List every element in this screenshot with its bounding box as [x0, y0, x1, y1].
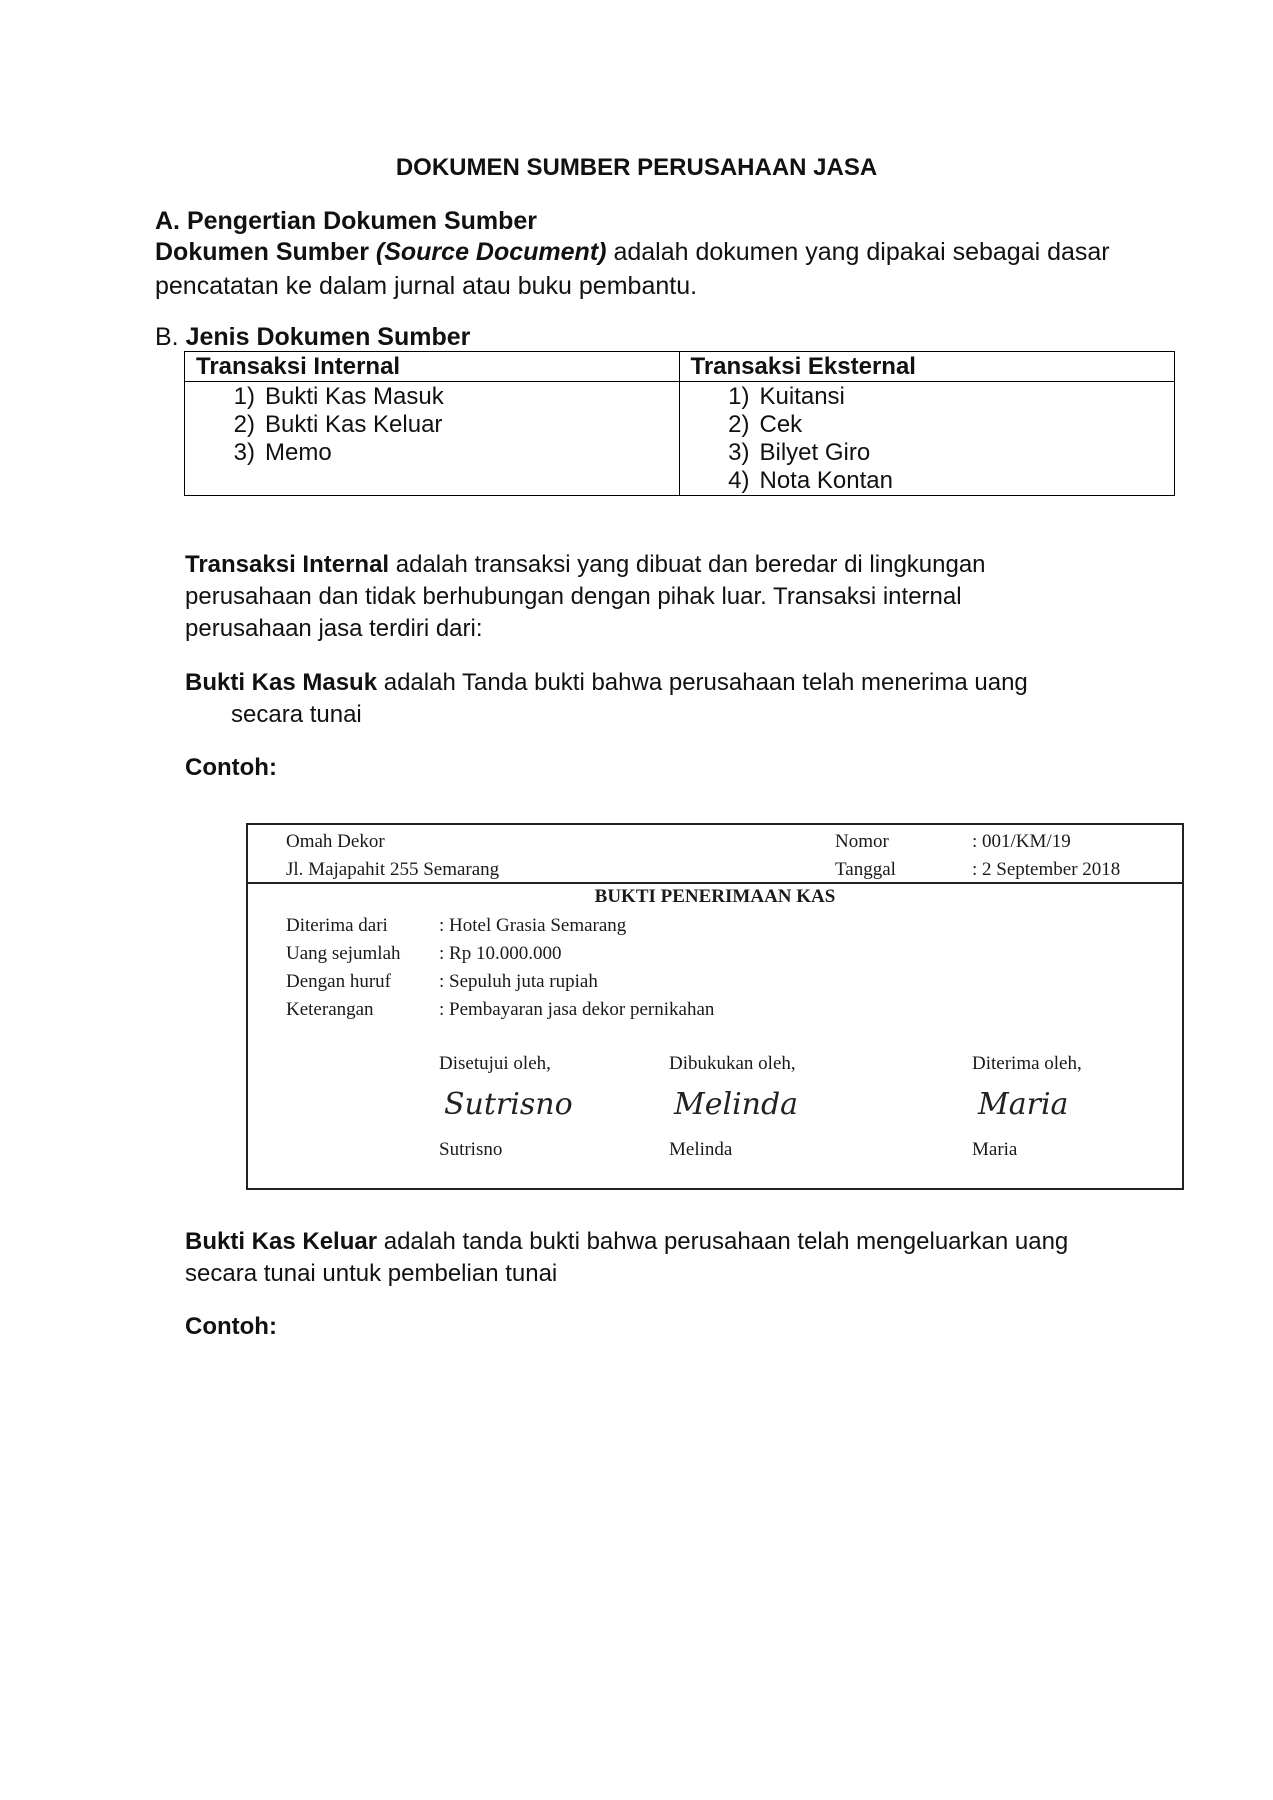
receipt-nomor-label: Nomor: [835, 831, 889, 852]
receipt-tanggal-value: : 2 September 2018: [972, 859, 1121, 880]
header-internal: Transaksi Internal: [185, 352, 680, 381]
receipt-tanggal-label: Tanggal: [835, 859, 896, 880]
field-value: : Sepuluh juta rupiah: [439, 971, 598, 992]
signer-name: Maria: [972, 1139, 1018, 1160]
receipt-nomor-value: : 001/KM/19: [972, 831, 1071, 852]
receipt-bukti-penerimaan-kas: [246, 823, 1184, 1190]
list-item: 3) Memo: [233, 439, 332, 466]
table-body-row: [185, 382, 1174, 495]
signer-role: Dibukukan oleh,: [669, 1053, 796, 1074]
field-value: : Rp 10.000.000: [439, 943, 562, 964]
field-label: Uang sejumlah: [286, 943, 401, 964]
transaction-types-table: [184, 351, 1175, 496]
list-item: 1) Kuitansi: [728, 383, 845, 410]
receipt-heading: BUKTI PENERIMAAN KAS: [594, 886, 836, 907]
external-list-cell: [680, 382, 1175, 495]
field-value: : Hotel Grasia Semarang: [439, 915, 627, 936]
internal-transaction-paragraph: Transaksi Internal adalah transaksi yang dibuat dan beredar di lingkungan perusahaan dan tidak berhubungan dengan pihak luar. Transaksi internal perusahaan jasa terdiri dari:: [185, 551, 986, 642]
header-external: Transaksi Eksternal: [690, 353, 916, 380]
internal-list: [185, 382, 679, 466]
definition-text: adalah dokumen yang dipakai sebagai dasar: [613, 238, 1110, 266]
signature-maria: Maria: [978, 1087, 1069, 1122]
page-title: DOKUMEN SUMBER PERUSAHAAN JASA: [395, 154, 878, 181]
signer-role: Disetujui oleh,: [439, 1053, 551, 1074]
signer-name: Sutrisno: [439, 1139, 503, 1160]
receipt-address: Jl. Majapahit 255 Semarang: [286, 859, 500, 880]
field-label: Keterangan: [286, 999, 374, 1020]
list-item: 1) Bukti Kas Masuk: [233, 383, 444, 410]
example-label: Contoh:: [185, 754, 277, 781]
section-a-definition: [155, 235, 1125, 303]
term-dokumen-sumber: Dokumen Sumber: [155, 238, 369, 266]
section-b-title: Jenis Dokumen Sumber: [185, 323, 471, 351]
bukti-kas-masuk-paragraph: Bukti Kas Masuk adalah Tanda bukti bahwa perusahaan telah menerima uang secara tunai: [185, 669, 1028, 728]
term-bukti-kas-keluar: Bukti Kas Keluar: [185, 1228, 378, 1255]
term-transaksi-internal: Transaksi Internal: [185, 551, 390, 578]
list-item: 4) Nota Kontan: [728, 467, 893, 494]
section-b-prefix: B.: [155, 323, 179, 351]
external-list: [680, 382, 1175, 494]
section-b-heading: [155, 323, 470, 352]
list-item: 2) Bukti Kas Keluar: [233, 411, 443, 438]
list-item: 2) Cek: [728, 411, 803, 438]
term-bukti-kas-masuk: Bukti Kas Masuk: [185, 669, 378, 696]
receipt-company: Omah Dekor: [286, 831, 385, 852]
table-header-row: [185, 352, 1174, 382]
section-a-heading: A. Pengertian Dokumen Sumber: [155, 207, 538, 235]
term-source-document: (Source Document): [375, 238, 607, 266]
internal-list-cell: [185, 382, 680, 495]
definition-text-2: pencatatan ke dalam jurnal atau buku pembantu.: [155, 272, 698, 300]
list-item: 3) Bilyet Giro: [728, 439, 871, 466]
bukti-kas-keluar-paragraph: Bukti Kas Keluar adalah tanda bukti bahwa perusahaan telah mengeluarkan uang secara tunai untuk pembelian tunai: [185, 1228, 1069, 1287]
example-label-2: Contoh:: [185, 1313, 277, 1340]
signature-melinda: Melinda: [674, 1087, 799, 1122]
field-value: : Pembayaran jasa dekor pernikahan: [439, 999, 715, 1020]
field-label: Diterima dari: [286, 915, 388, 936]
signature-sutrisno: Sutrisno: [444, 1087, 573, 1122]
signer-name: Melinda: [669, 1139, 733, 1160]
signer-role: Diterima oleh,: [972, 1053, 1082, 1074]
field-label: Dengan huruf: [286, 971, 391, 992]
